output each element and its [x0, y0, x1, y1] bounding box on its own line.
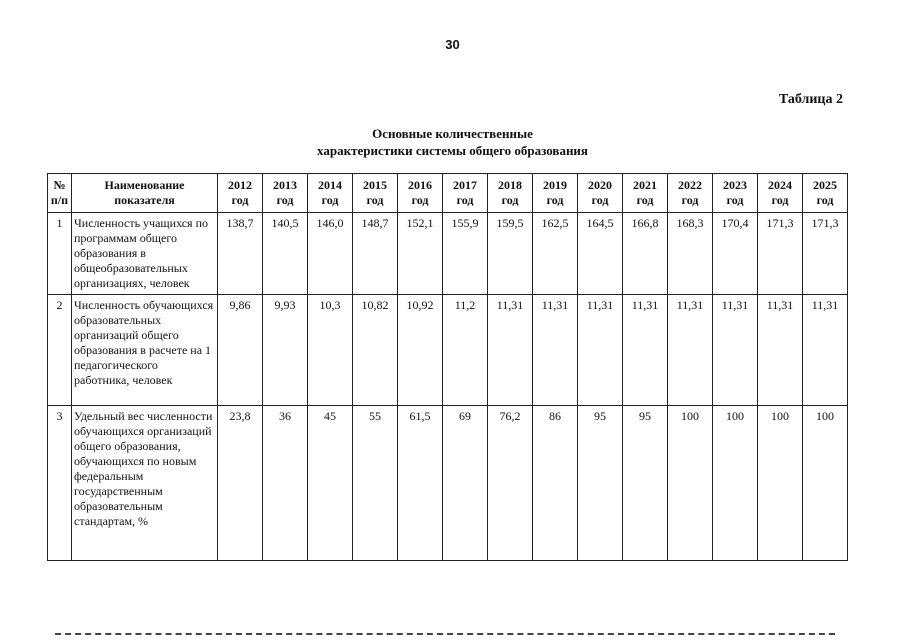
- value-cell: 170,4: [713, 213, 758, 295]
- row-number: 2: [48, 295, 72, 406]
- value-cell: 100: [803, 406, 848, 561]
- table-row: [48, 295, 848, 406]
- table-row: [48, 213, 848, 295]
- page-number: 30: [445, 37, 460, 52]
- value-cell: 11,31: [488, 295, 533, 406]
- header-year: 2018 год: [488, 174, 533, 213]
- value-cell: 23,8: [218, 406, 263, 561]
- header-year: 2017 год: [443, 174, 488, 213]
- value-cell: 55: [353, 406, 398, 561]
- header-year: 2023 год: [713, 174, 758, 213]
- table-title: [0, 125, 905, 159]
- indicator-name: Удельный вес численности обучающихся организаций общего образования, обучающихся по новым федеральным государственным образовательным стандартам, %: [72, 406, 218, 561]
- value-cell: 168,3: [668, 213, 713, 295]
- value-cell: 95: [578, 406, 623, 561]
- value-cell: 45: [308, 406, 353, 561]
- statistics-table: [47, 173, 848, 561]
- value-cell: 9,86: [218, 295, 263, 406]
- value-cell: 146,0: [308, 213, 353, 295]
- header-year: 2019 год: [533, 174, 578, 213]
- header-year: 2022 год: [668, 174, 713, 213]
- value-cell: 10,3: [308, 295, 353, 406]
- table-label: Таблица 2: [778, 92, 843, 107]
- value-cell: 148,7: [353, 213, 398, 295]
- header-year: 2021 год: [623, 174, 668, 213]
- value-cell: 159,5: [488, 213, 533, 295]
- value-cell: 95: [623, 406, 668, 561]
- row-number: 1: [48, 213, 72, 295]
- value-cell: 11,31: [623, 295, 668, 406]
- value-cell: 11,31: [533, 295, 578, 406]
- header-num: № п/п: [48, 174, 72, 213]
- value-cell: 61,5: [398, 406, 443, 561]
- header-year: 2013 год: [263, 174, 308, 213]
- table-row: [48, 406, 848, 561]
- value-cell: 100: [713, 406, 758, 561]
- value-cell: 140,5: [263, 213, 308, 295]
- header-year: 2024 год: [758, 174, 803, 213]
- value-cell: 11,31: [803, 295, 848, 406]
- value-cell: 69: [443, 406, 488, 561]
- header-year: 2016 год: [398, 174, 443, 213]
- header-year: 2025 год: [803, 174, 848, 213]
- value-cell: 152,1: [398, 213, 443, 295]
- title-line-1: Основные количественные: [372, 126, 533, 141]
- header-year: 2020 год: [578, 174, 623, 213]
- value-cell: 10,92: [398, 295, 443, 406]
- header-year: 2015 год: [353, 174, 398, 213]
- value-cell: 164,5: [578, 213, 623, 295]
- value-cell: 36: [263, 406, 308, 561]
- value-cell: 155,9: [443, 213, 488, 295]
- value-cell: 11,31: [578, 295, 623, 406]
- value-cell: 171,3: [758, 213, 803, 295]
- value-cell: 11,2: [443, 295, 488, 406]
- value-cell: 166,8: [623, 213, 668, 295]
- title-line-2: характеристики системы общего образования: [317, 143, 588, 158]
- value-cell: 9,93: [263, 295, 308, 406]
- value-cell: 171,3: [803, 213, 848, 295]
- value-cell: 11,31: [713, 295, 758, 406]
- value-cell: 86: [533, 406, 578, 561]
- value-cell: 162,5: [533, 213, 578, 295]
- value-cell: 10,82: [353, 295, 398, 406]
- value-cell: 76,2: [488, 406, 533, 561]
- value-cell: 100: [758, 406, 803, 561]
- value-cell: 11,31: [668, 295, 713, 406]
- header-year: 2014 год: [308, 174, 353, 213]
- value-cell: 100: [668, 406, 713, 561]
- indicator-name: Численность учащихся по программам общего образования в общеобразовательных организациях, человек: [72, 213, 218, 295]
- value-cell: 11,31: [758, 295, 803, 406]
- header-year: 2012 год: [218, 174, 263, 213]
- header-row: [48, 174, 848, 213]
- row-number: 3: [48, 406, 72, 561]
- header-name: Наименование показателя: [72, 174, 218, 213]
- indicator-name: Численность обучающихся образовательных организаций общего образования в расчете на 1 педагогического работника, человек: [72, 295, 218, 406]
- page-cut-line: [55, 633, 835, 638]
- value-cell: 138,7: [218, 213, 263, 295]
